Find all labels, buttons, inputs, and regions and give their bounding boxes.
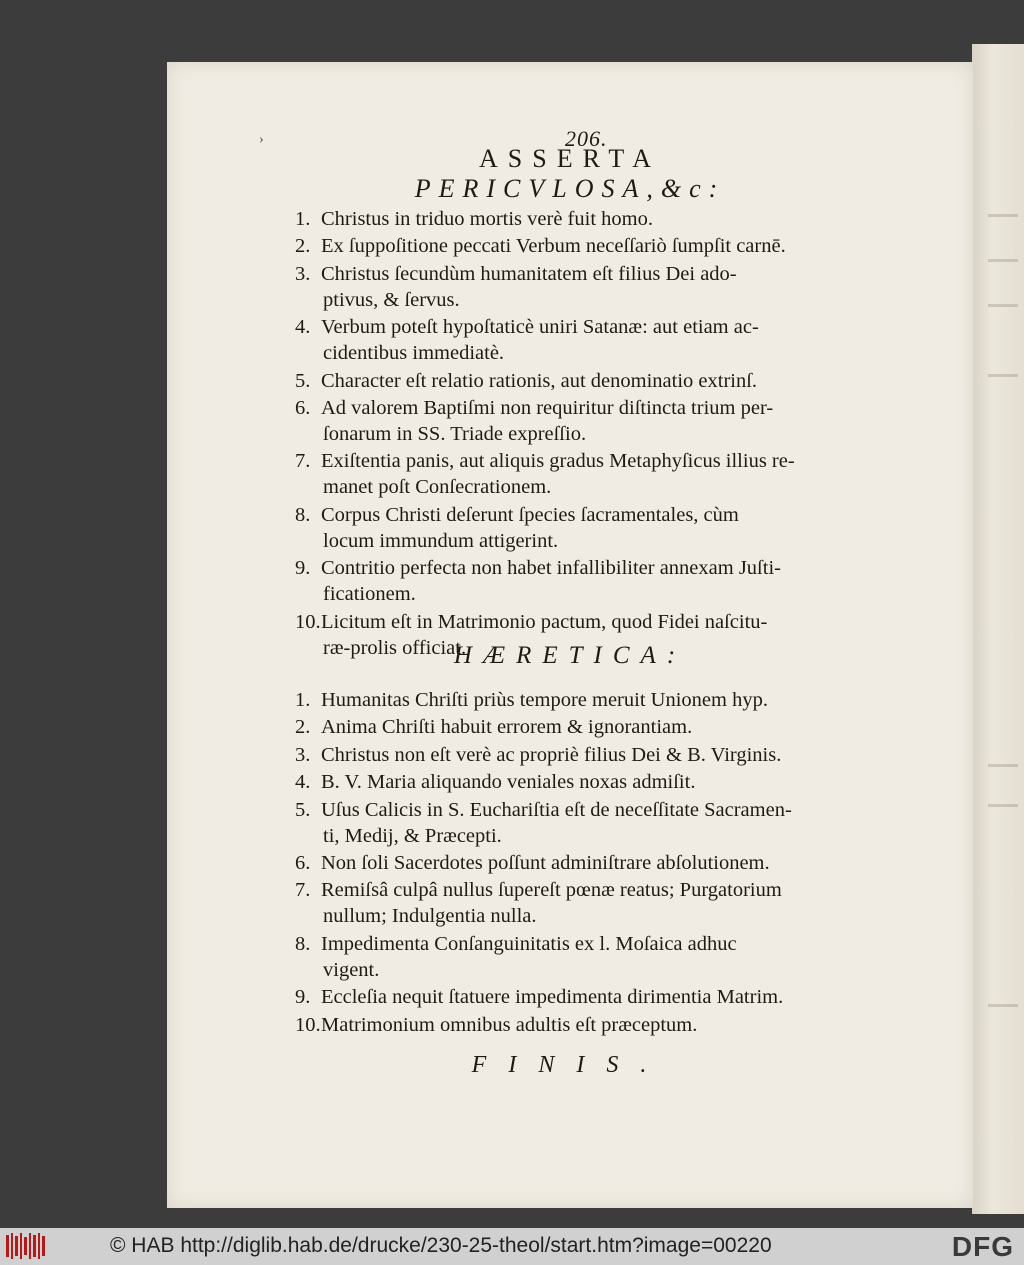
item-number: 9.	[295, 557, 311, 580]
item-text-continuation: ræ-prolis officiat.	[323, 636, 467, 659]
item-text-continuation: ptivus, & ſervus.	[323, 288, 460, 311]
dfg-logo: DFG	[951, 1231, 1014, 1262]
item-number: 3.	[295, 743, 311, 766]
item-number: 6.	[295, 852, 311, 874]
list-item	[295, 206, 907, 232]
section-heading-haeretica: HÆRETICA:	[453, 642, 687, 669]
item-text: Licitum eſt in Matrimonio pactum, quod Fidei naſcitu-	[321, 610, 768, 633]
item-text: Remiſsâ culpâ nullus ſupereſt pœnæ reatus; Purgatorium	[321, 879, 782, 902]
item-number: 10.	[295, 1013, 321, 1036]
section-heading-periculosa: PERICVLOSA,&c:	[414, 174, 726, 203]
item-text: Anima Chriſti habuit errorem & ignorantiam.	[321, 716, 693, 739]
item-text: Exiſtentia panis, aut aliquis gradus Metaphyſicus illius re-	[321, 450, 795, 473]
page-text	[167, 62, 973, 1208]
list-item	[295, 850, 907, 876]
item-number: 2.	[295, 235, 311, 258]
item-text: Ex ſuppoſitione peccati Verbum neceſſariò ſumpſit carnē.	[321, 235, 786, 258]
item-number: 3.	[295, 262, 311, 285]
list-item	[295, 395, 907, 447]
page-heading: ASSERTA	[479, 144, 661, 173]
list-item	[295, 314, 907, 366]
item-text-continuation: nullum; Indulgentia nulla.	[323, 905, 537, 928]
list-item	[295, 687, 907, 713]
item-text: Verbum poteſt hypoſtaticè uniri Satanæ: aut etiam ac-	[321, 316, 759, 339]
barcode-icon	[6, 1233, 46, 1259]
list-item	[295, 931, 907, 983]
list-item	[295, 877, 907, 929]
item-number: 4.	[295, 771, 311, 794]
list-item	[295, 797, 907, 849]
list-item	[295, 368, 907, 394]
item-text-continuation: locum immundum attigerint.	[323, 529, 559, 552]
item-number: 5.	[295, 798, 311, 821]
finis-text: FINIS.	[471, 1052, 669, 1078]
adjacent-page-edge	[972, 44, 1024, 1214]
item-text: B. V. Maria aliquando veniales noxas admiſit.	[321, 771, 696, 794]
item-text: Matrimonium omnibus adultis eſt præceptum.	[321, 1013, 698, 1036]
item-text: Christus non eſt verè ac propriè filius Dei & B. Virginis.	[321, 743, 782, 766]
item-text: Character eſt relatio rationis, aut denominatio extrinſ.	[321, 369, 758, 392]
book-page	[167, 62, 973, 1208]
item-number: 9.	[295, 986, 311, 1009]
item-number: 2.	[295, 716, 311, 739]
item-number: 5.	[295, 369, 311, 392]
list-item	[295, 984, 907, 1010]
item-text: Ad valorem Baptiſmi non requiritur diſtincta trium per-	[321, 397, 774, 419]
item-number: 1.	[295, 689, 311, 711]
item-text-continuation: vigent.	[323, 958, 380, 981]
item-number: 6.	[295, 397, 311, 419]
item-text: Eccleſia nequit ſtatuere impedimenta dirimentia Matrim.	[321, 986, 784, 1009]
list-item	[295, 448, 907, 500]
item-text-continuation: manet poſt Conſecrationem.	[323, 476, 552, 499]
margin-mark: ›	[259, 132, 264, 147]
footer-bar	[0, 1228, 1024, 1265]
item-text: Christus ſecundùm humanitatem eſt filius Dei ado-	[321, 262, 737, 285]
item-number: 7.	[295, 879, 311, 902]
item-number: 4.	[295, 316, 311, 339]
item-text-continuation: ti, Medij, & Præcepti.	[323, 824, 502, 847]
item-text: Uſus Calicis in S. Euchariſtia eſt de neceſſitate Sacramen-	[321, 798, 792, 821]
item-text: Impedimenta Conſanguinitatis ex l. Moſaica adhuc	[321, 932, 737, 955]
list-item	[295, 502, 907, 554]
list-item	[295, 769, 907, 795]
item-text-continuation: ficationem.	[323, 583, 416, 606]
item-text-continuation: ſonarum in SS. Triade expreſſio.	[323, 423, 587, 445]
item-number: 8.	[295, 932, 311, 955]
item-text: Corpus Christi deſerunt ſpecies ſacramentales, cùm	[321, 503, 739, 526]
list-item	[295, 233, 907, 259]
item-text: Contritio perfecta non habet infallibiliter annexam Juſti-	[321, 557, 781, 580]
copyright-link[interactable]: © HAB http://diglib.hab.de/drucke/230-25-theol/start.htm?image=00220	[110, 1234, 772, 1257]
item-text: Non ſoli Sacerdotes poſſunt adminiſtrare abſolutionem.	[321, 852, 770, 874]
list-item	[295, 555, 907, 607]
item-text: Humanitas Chriſti priùs tempore meruit Unionem hyp.	[321, 689, 768, 711]
item-text: Christus in triduo mortis verè fuit homo.	[321, 208, 653, 230]
item-number: 10.	[295, 610, 321, 633]
list-item	[295, 714, 907, 740]
list-item	[295, 1012, 907, 1038]
page-number: 206.	[565, 126, 608, 151]
list-item	[295, 742, 907, 768]
item-text-continuation: cidentibus immediatè.	[323, 342, 505, 365]
item-number: 7.	[295, 450, 311, 473]
item-number: 1.	[295, 208, 311, 230]
list-item	[295, 261, 907, 313]
item-number: 8.	[295, 503, 311, 526]
